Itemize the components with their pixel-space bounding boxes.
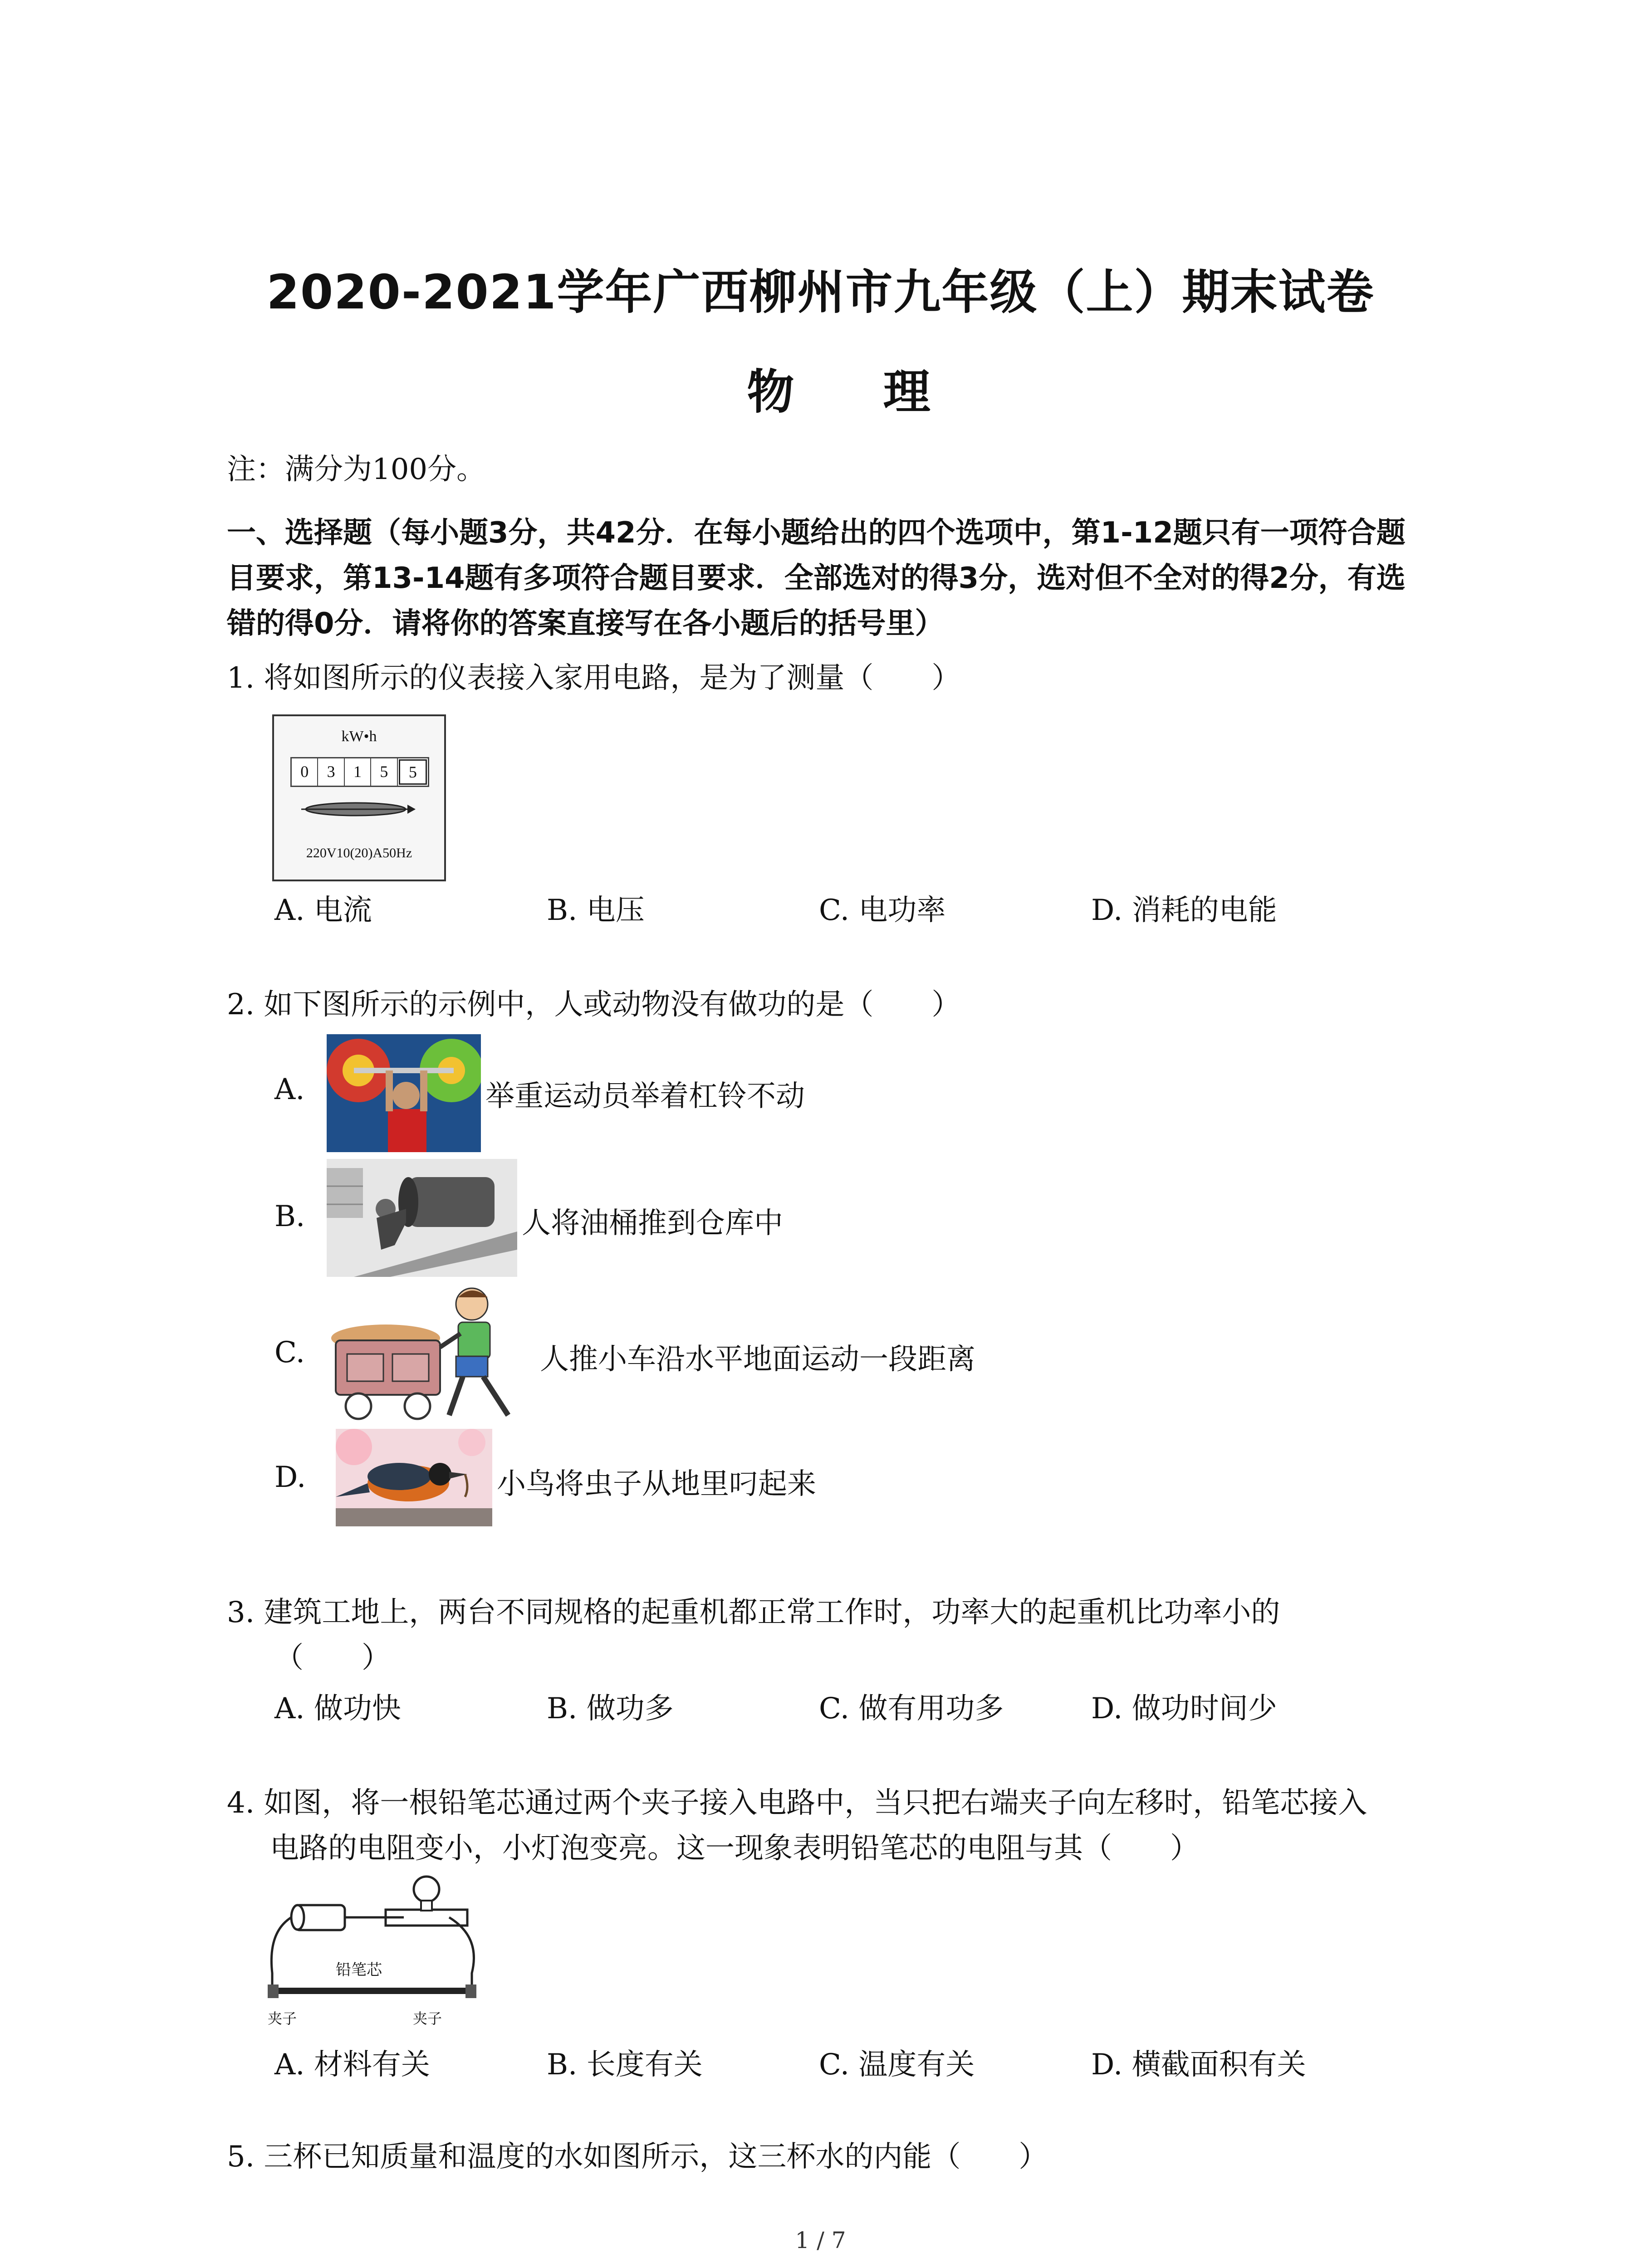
circuit-diagram	[268, 1869, 481, 2019]
q2-option-a-letter: A.	[274, 1073, 305, 1106]
q1-option-c: C. 电功率	[819, 894, 946, 927]
page-number: 1 / 7	[795, 2227, 846, 2253]
meter-digit: 0	[292, 758, 318, 786]
left-clip-label: 夹子	[268, 2010, 297, 2027]
q2-option-d-text: 小鸟将虫子从地里叼起来	[497, 1467, 816, 1501]
cart-pushing-image	[327, 1284, 531, 1429]
q4-option-b: B. 长度有关	[547, 2048, 703, 2082]
q3-option-a: A. 做功快	[274, 1692, 401, 1725]
q2-option-c-text: 人推小车沿水平地面运动一段距离	[540, 1343, 975, 1376]
q1-stem: 1. 将如图所示的仪表接入家用电路，是为了测量（ ）	[227, 661, 961, 695]
q4-option-a: A. 材料有关	[274, 2048, 430, 2082]
page-title: 2020-2021学年广西柳州市九年级（上）期末试卷	[266, 264, 1375, 320]
q3-option-d: D. 做功时间少	[1091, 1692, 1277, 1725]
section-heading-line-2: 目要求，第13-14题有多项符合题目要求．全部选对的得3分，选对但不全对的得2分，有选	[227, 562, 1406, 595]
q1-option-a: A. 电流	[274, 894, 372, 927]
pencil-lead-label: 铅笔芯	[336, 1961, 382, 1979]
q2-stem: 2. 如下图所示的示例中，人或动物没有做功的是（ ）	[227, 988, 961, 1022]
meter-rating: 220V10(20)A50Hz	[306, 846, 412, 860]
right-clip-label: 夹子	[413, 2010, 442, 2027]
bird-image	[336, 1429, 492, 1526]
q3-stem: 3. 建筑工地上，两台不同规格的起重机都正常工作时，功率大的起重机比功率小的	[227, 1596, 1280, 1629]
meter-digit: 1	[345, 758, 371, 786]
q2-option-a-text: 举重运动员举着杠铃不动	[485, 1080, 805, 1113]
meter-digit: 5	[371, 758, 397, 786]
meter-unit: kW•h	[341, 728, 377, 745]
score-note: 注：满分为100分。	[227, 453, 486, 486]
energy-meter-figure	[272, 714, 446, 881]
q2-option-c-letter: C.	[274, 1336, 305, 1369]
meter-digit-decimal: 5	[399, 759, 427, 785]
q2-option-d-letter: D.	[274, 1461, 306, 1494]
weightlifter-image	[327, 1034, 481, 1152]
q3-option-c: C. 做有用功多	[819, 1692, 1004, 1725]
oil-barrel-image	[327, 1159, 517, 1277]
q3-stem-bracket: （ ）	[274, 1641, 391, 1675]
q4-stem-line-2: 电路的电阻变小，小灯泡变亮。这一现象表明铅笔芯的电阻与其（ ）	[270, 1832, 1199, 1865]
q1-option-b: B. 电压	[547, 894, 645, 927]
q5-stem: 5. 三杯已知质量和温度的水如图所示，这三杯水的内能（ ）	[227, 2140, 1048, 2174]
q4-stem-line-1: 4. 如图，将一根铅笔芯通过两个夹子接入电路中，当只把右端夹子向左移时，铅笔芯接入	[227, 1786, 1367, 1820]
q2-option-b-letter: B.	[274, 1200, 305, 1233]
q4-option-c: C. 温度有关	[819, 2048, 975, 2082]
q4-option-d: D. 横截面积有关	[1091, 2048, 1306, 2082]
subject-title: 物 理	[747, 364, 967, 420]
pencil-lead-circuit-figure	[268, 1869, 481, 2041]
meter-digits	[290, 757, 429, 787]
section-heading-line-1: 一、选择题（每小题3分，共42分．在每小题给出的四个选项中，第1-12题只有一项符合题	[227, 516, 1406, 550]
q1-option-d: D. 消耗的电能	[1091, 894, 1277, 927]
meter-digit: 3	[318, 758, 344, 786]
q2-option-b-text: 人将油桶推到仓库中	[522, 1207, 783, 1240]
section-heading-line-3: 错的得0分．请将你的答案直接写在各小题后的括号里）	[227, 607, 944, 640]
q3-option-b: B. 做功多	[547, 1692, 674, 1725]
meter-disc-icon	[297, 796, 424, 823]
